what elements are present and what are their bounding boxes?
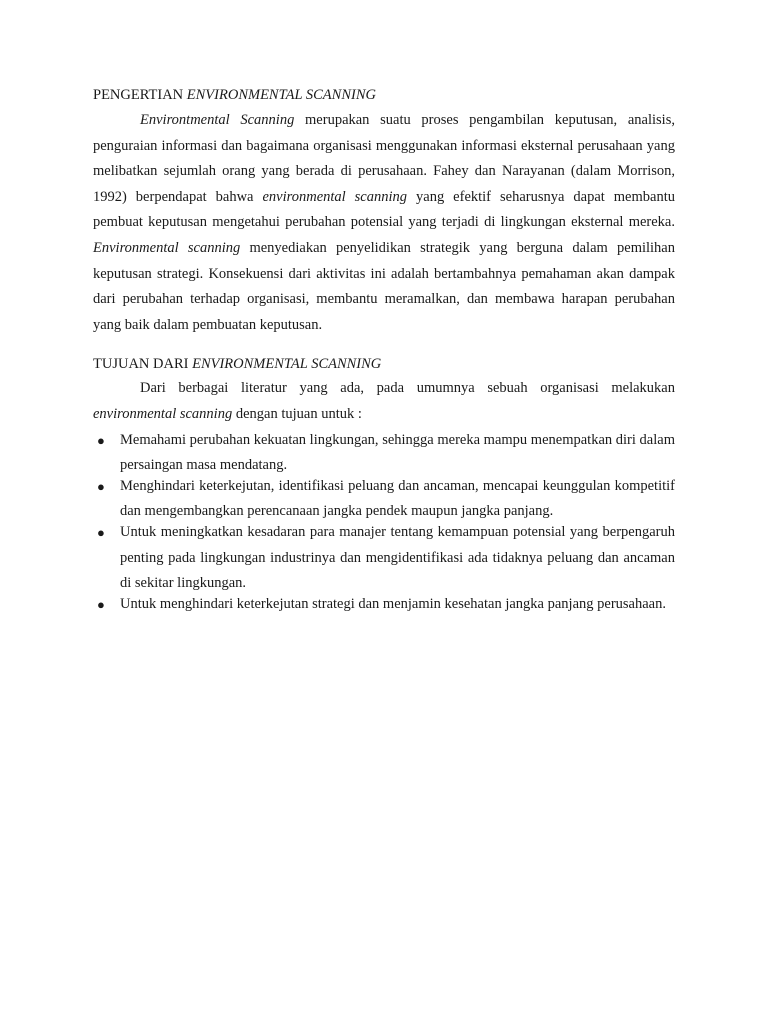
section-tujuan — [93, 353, 675, 617]
list-item-text: Memahami perubahan kekuatan lingkungan, sehingga mereka mampu menempatkan diri dalam persaingan masa mendatang. — [120, 431, 675, 474]
list-item — [93, 592, 675, 618]
heading-plain-text: PENGERTIAN — [93, 87, 187, 103]
paragraph-tujuan-intro — [93, 376, 675, 427]
list-item-text: Untuk menghindari keterkejutan strategi dan menjamin kesehatan jangka panjang perusahaan. — [120, 595, 666, 612]
list-item — [93, 520, 675, 597]
list-item-text: Menghindari keterkejutan, identifikasi peluang dan ancaman, mencapai keunggulan kompetitif dan mengembangkan perencanaan jangka pendek maupun jangka panjang. — [120, 477, 675, 520]
italic-term: environmental scanning — [262, 188, 408, 205]
italic-term: Environtmental Scanning — [140, 112, 295, 128]
paragraph-text: yang efektif seharusnya dapat membantu pembuat keputusan mengetahui perubahan potensial yang terjadi di lingkungan eksternal mereka. — [93, 188, 675, 231]
italic-term: Environmental scanning — [93, 239, 241, 256]
paragraph-text: dengan tujuan untuk : — [232, 405, 362, 422]
bullet-icon: ● — [97, 524, 105, 540]
heading-italic-text: ENVIRONMENTAL SCANNING — [192, 356, 382, 373]
section-heading-pengertian — [93, 84, 675, 107]
bullet-list — [93, 428, 675, 618]
bullet-icon: ● — [97, 432, 105, 448]
heading-plain-text: TUJUAN DARI — [93, 356, 193, 373]
heading-italic-text: ENVIRONMENTAL SCANNING — [186, 87, 376, 103]
list-item-text: Untuk meningkatkan kesadaran para manajer tentang kemampuan potensial yang berpengaruh penting pada lingkungan industrinya dan mengidentifikasi ada tidaknya peluang dan ancaman di sekitar lingkungan. — [120, 523, 675, 592]
paragraph-text: Dari berbagai literatur yang ada, pada umumnya sebuah organisasi melakukan — [140, 380, 675, 397]
list-item — [93, 474, 675, 525]
bullet-icon: ● — [97, 478, 105, 494]
document-page — [93, 84, 675, 617]
paragraph-text: merupakan suatu proses pengambilan keputusan, analisis, penguraian informasi dan bagaimana organisasi menggunakan informasi eksternal perusahaan yang melibatkan sejumlah orang yang berada di perusahaan. Fahey dan Narayanan (dalam Morrison, 1992) berpendapat bahwa — [93, 112, 675, 205]
bullet-icon: ● — [97, 596, 105, 612]
paragraph-pengertian — [93, 108, 675, 338]
list-item — [93, 428, 675, 479]
section-heading-tujuan — [93, 353, 675, 376]
section-pengertian — [93, 84, 675, 338]
italic-term: environmental scanning — [93, 405, 233, 422]
paragraph-text: menyediakan penyelidikan strategik yang berguna dalam pemilihan keputusan strategi. Konsekuensi dari aktivitas ini adalah bertambahnya pemahaman akan dampak dari perubahan terhadap organisasi, membantu meramalkan, dan membawa harapan perubahan yang baik dalam pembuatan keputusan. — [93, 239, 675, 333]
